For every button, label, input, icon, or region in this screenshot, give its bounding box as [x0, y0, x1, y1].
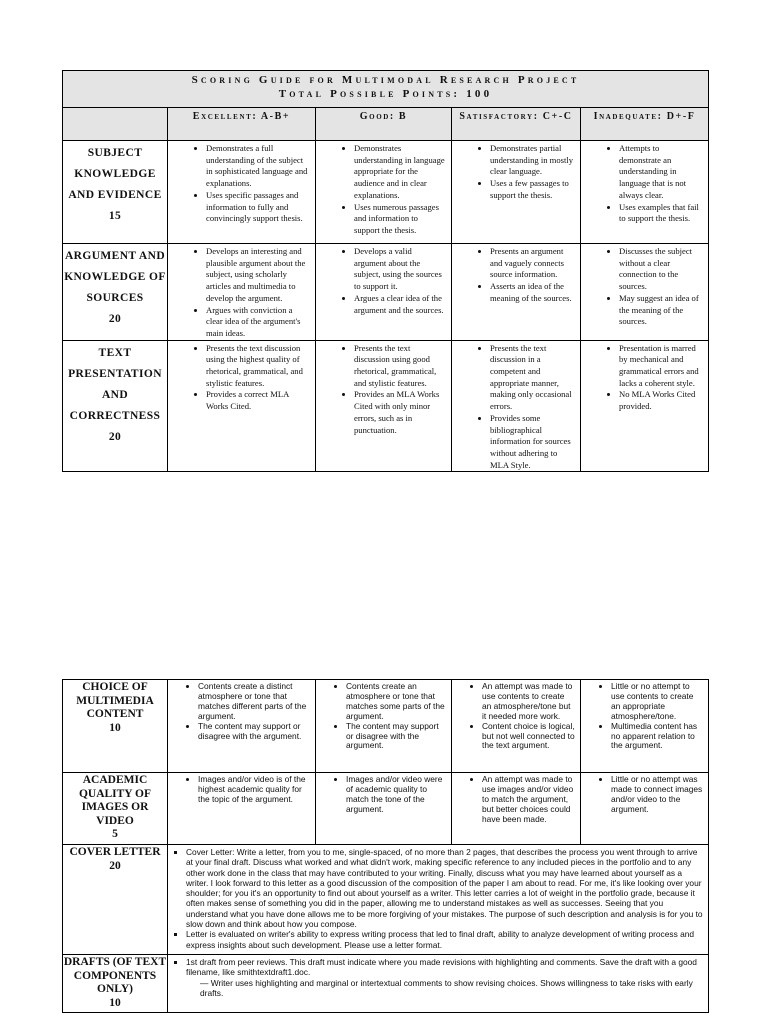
cell-inadequate — [581, 340, 709, 472]
cell-excellent — [168, 141, 316, 244]
list-item: • No MLA Works Cited provided. — [619, 389, 708, 412]
list-item: • Uses specific passages and information to fully and convincingly support thesis. — [206, 190, 315, 225]
cell-good — [316, 244, 452, 341]
cell-inadequate — [581, 141, 709, 244]
table-row — [63, 340, 709, 472]
list-item: • Uses examples that fail to support the thesis. — [619, 202, 708, 225]
header-good: Good: B — [316, 108, 452, 141]
cell-excellent — [168, 773, 316, 845]
table-row — [63, 955, 709, 1013]
list-item: • Develops an interesting and plausible argument about the subject, using scholarly articles and multimedia to develop the argument. — [206, 246, 315, 305]
title-line-1: Scoring Guide for Multimodal Research Project — [191, 74, 580, 86]
cell-inadequate — [581, 244, 709, 341]
list-item: • Presents an argument and vaguely connects source information. — [490, 246, 580, 281]
list-item: • Demonstrates partial understanding in mostly clear language. — [490, 143, 580, 178]
criterion-multimedia-content: CHOICE OF MULTIMEDIA CONTENT 10 — [63, 680, 168, 773]
table-row — [63, 244, 709, 341]
scoring-guide-table-continued — [62, 679, 709, 1013]
list-item: • Uses a few passages to support the thesis. — [490, 178, 580, 201]
list-item: • Little or no attempt to use contents to create an appropriate atmosphere/tone. — [611, 682, 708, 722]
list-item: • Provides some bibliographical information for sources without adhering to MLA Style. — [490, 413, 580, 472]
list-item: • Images and/or video were of academic quality to match the tone of the argument. — [346, 775, 451, 815]
cell-good — [316, 773, 452, 845]
list-item: • Presents the text discussion using good rhetorical, grammatical, and stylistic features. — [354, 343, 451, 390]
list-item: • Demonstrates understanding in language appropriate for the audience and in clear explanations. — [354, 143, 451, 202]
list-item: • Provides a correct MLA Works Cited. — [206, 389, 315, 412]
list-item: • Contents create a distinct atmosphere or tone that matches different parts of the argument. — [198, 682, 315, 722]
list-item: • May suggest an idea of the meaning of the sources. — [619, 293, 708, 328]
cell-satisfactory — [452, 773, 581, 845]
cell-satisfactory — [452, 141, 581, 244]
criterion-argument-sources: ARGUMENT AND KNOWLEDGE OF SOURCES 20 — [63, 244, 168, 341]
cover-letter-description — [168, 845, 709, 955]
list-item: • Argues with conviction a clear idea of the argument's main ideas. — [206, 305, 315, 340]
list-item: • Presentation is marred by mechanical and grammatical errors and lacks a coherent style. — [619, 343, 708, 390]
cell-inadequate — [581, 680, 709, 773]
table-row — [63, 773, 709, 845]
list-item: • Attempts to demonstrate an understanding in language that is not always clear. — [619, 143, 708, 202]
cell-good — [316, 680, 452, 773]
cell-satisfactory — [452, 244, 581, 341]
list-sub-item: — Writer uses highlighting and marginal or intertextual comments to show revising choices. Shows willingness to take risks with early drafts. — [200, 978, 708, 999]
criterion-images-video: ACADEMIC QUALITY OF IMAGES OR VIDEO 5 — [63, 773, 168, 845]
table-row — [63, 845, 709, 955]
header-satisfactory: Satisfactory: C+-C — [452, 108, 581, 141]
title-line-2: Total Possible Points: 100 — [278, 88, 493, 100]
list-item: • The content may support or disagree with the argument. — [198, 722, 315, 742]
list-item: • Argues a clear idea of the argument and the sources. — [354, 293, 451, 316]
list-item: • An attempt was made to use images and/or video to match the argument, but better choices could have been made. — [482, 775, 580, 825]
list-item: • Little or no attempt was made to connect images and/or video to the argument. — [611, 775, 708, 815]
cell-good — [316, 340, 452, 472]
criterion-subject-knowledge: SUBJECT KNOWLEDGE AND EVIDENCE 15 — [63, 141, 168, 244]
cell-good — [316, 141, 452, 244]
list-item: • Multimedia content has no apparent relation to the argument. — [611, 722, 708, 752]
list-item: • Asserts an idea of the meaning of the sources. — [490, 281, 580, 304]
list-item: • Discusses the subject without a clear connection to the sources. — [619, 246, 708, 293]
scoring-guide-table — [62, 70, 709, 472]
criterion-text-presentation: TEXT PRESENTATION AND CORRECTNESS 20 — [63, 340, 168, 472]
list-item: • Content choice is logical, but not well connected to the text argument. — [482, 722, 580, 752]
cell-satisfactory — [452, 680, 581, 773]
list-item: • Demonstrates a full understanding of the subject in sophisticated language and explanations. — [206, 143, 315, 190]
drafts-description — [168, 955, 709, 1013]
header-blank — [63, 108, 168, 141]
list-item: ▪ Cover Letter: Write a letter, from you to me, single-spaced, of no more than 2 pages, that describes the process you went through to arrive at your final draft. Discuss what worked and what didn't work, making specific reference to any included pieces in the portfolio and to any other work done in the class that may have contributed to your writing. Finally, discuss what you may have learned about yourself as a writer. I look forward to this letter as a good discussion of the composition of the paper I am about to read. For me, it's like looking over your shoulder; for you it's an opportunity to find out about yourself as a writer. This letter carries a lot of weight in the portfolio grade, because it often makes sense of something you did in the paper, allowing me to understand mistakes as well as successes. Seeing that you understand what you have done allows me to be more forgiving of your mistakes. The purpose of such description and analysis is for you to slow down and think about how you compose. — [186, 847, 708, 929]
cell-satisfactory — [452, 340, 581, 472]
header-excellent: Excellent: A-B+ — [168, 108, 316, 141]
list-item: • Images and/or video is of the highest academic quality for the topic of the argument. — [198, 775, 315, 805]
list-item: • The content may support or disagree with the argument. — [346, 722, 451, 752]
list-item: • An attempt was made to use contents to create an atmosphere/tone but it needed more work. — [482, 682, 580, 722]
list-item: • Develops a valid argument about the subject, using the sources to support it. — [354, 246, 451, 293]
list-item: • Contents create an atmosphere or tone that matches some parts of the argument. — [346, 682, 451, 722]
table-row — [63, 141, 709, 244]
list-item: ▪ Letter is evaluated on writer's ability to express writing process that led to final draft, ability to analyze development of writing process and express insights about such development. Please use a letter format. — [186, 929, 708, 950]
cell-inadequate — [581, 773, 709, 845]
criterion-drafts: DRAFTS (OF TEXT COMPONENTS ONLY) 10 — [63, 955, 168, 1013]
header-inadequate: Inadequate: D+-F — [581, 108, 709, 141]
cell-excellent — [168, 340, 316, 472]
table-title — [63, 71, 709, 108]
list-item: • Presents the text discussion in a competent and appropriate manner, making only occasional errors. — [490, 343, 580, 413]
list-item: ▪ 1st draft from peer reviews. This draft must indicate where you made revisions with highlighting and comments. Save the draft with a good filename, like smithtextdraft1.doc. — [186, 957, 708, 978]
cell-excellent — [168, 244, 316, 341]
cell-excellent — [168, 680, 316, 773]
list-item: • Presents the text discussion using the highest quality of rhetorical, grammatical, and stylistic features. — [206, 343, 315, 390]
criterion-cover-letter: COVER LETTER 20 — [63, 845, 168, 955]
list-item: • Uses numerous passages and information to support the thesis. — [354, 202, 451, 237]
table-row — [63, 680, 709, 773]
list-item: • Provides an MLA Works Cited with only minor errors, such as in punctuation. — [354, 389, 451, 436]
